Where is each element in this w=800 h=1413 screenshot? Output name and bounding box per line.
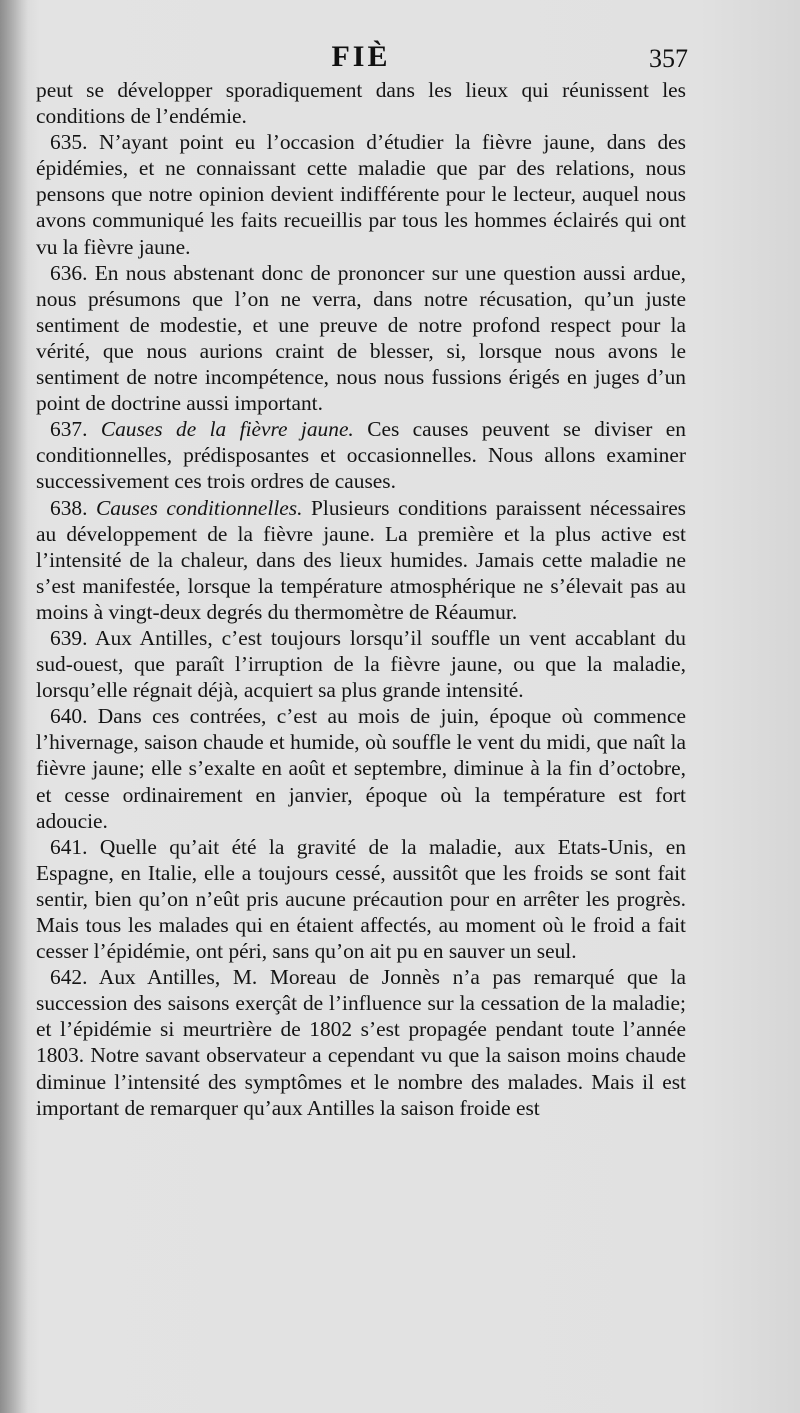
paragraph-continued [36,77,686,129]
running-head: FIÈ [331,40,391,73]
paragraph-641 [36,834,686,964]
paragraph-number: 641. [50,834,88,859]
paragraph-text: peut se développer sporadiquement dans les lieux qui réunissent les conditions de l’endémie. [36,78,686,129]
page-header [36,40,686,80]
paragraph-642 [36,964,686,1121]
paragraph-636 [36,260,686,417]
paragraph-638 [36,495,686,625]
paragraph-number: 638. [50,495,88,520]
paragraph-text: Dans ces contrées, c’est au mois de juin, époque où commence l’hivernage, saison chaude et humide, où souffle le vent du midi, que naît la fièvre jaune; elle s’exalte en août et septembre, diminue à la fin d’octobre, et cesse ordinairement en janvier, époque où la température est fort adoucie. [36,704,686,833]
page-body [36,77,686,1121]
binding-shadow [0,0,28,1413]
paragraph-text: Ces causes peuvent se diviser en conditionnelles, prédisposantes et occasionnelles. Nous allons examiner successivement ces trois ordres de causes. [36,417,686,494]
paragraph-640 [36,703,686,833]
paragraph-639 [36,625,686,703]
paragraph-number: 636. [50,260,88,285]
paragraph-number: 642. [50,965,88,990]
paragraph-heading: Causes conditionnelles. [96,495,303,520]
paragraph-text: Aux Antilles, M. Moreau de Jonnès n’a pas remarqué que la succession des saisons exerçât de l’influence sur la cessation de la maladie; et l’épidémie si meurtrière de 1802 s’est propagée pendant toute l’année 1803. Notre savant observateur a cependant vu que la saison moins chaude diminue l’intensité des symptômes et le nombre des malades. Mais il est important de remarquer qu’aux Antilles la saison froide est [36,965,686,1120]
paragraph-text: Quelle qu’ait été la gravité de la maladie, aux Etats-Unis, en Espagne, en Italie, elle a toujours cessé, aussitôt que les froids se sont fait sentir, bien qu’on n’eût pris aucune précaution pour en arrêter les progrès. Mais tous les malades qui en étaient affectés, au moment où le froid a fait cesser l’épidémie, ont péri, sans qu’on ait pu en sauver un seul. [36,834,686,964]
page-number: 357 [649,44,688,73]
paragraph-number: 635. [50,130,88,155]
paragraph-text: En nous abstenant donc de prononcer sur une question aussi ardue, nous présumons que l’on ne verra, dans notre récusation, qu’un juste sentiment de modestie, et une preuve de notre profond respect pour la vérité, que nous aurions craint de blesser, si, lorsque nous avons le sentiment de notre incompétence, nous nous fussions érigés en juges d’un point de doctrine aussi important. [36,260,686,416]
paragraph-text: N’ayant point eu l’occasion d’étudier la fièvre jaune, dans des épidémies, et ne connaissant cette maladie que par des relations, nous pensons que notre opinion devient indifférente pour le lecteur, auquel nous avons communiqué les faits recueillis par tous les hommes éclairés qui ont vu la fièvre jaune. [36,130,686,259]
paragraph-number: 639. [50,625,88,650]
paragraph-number: 637. [50,417,88,442]
paragraph-number: 640. [50,704,88,729]
paragraph-heading: Causes de la fièvre jaune. [100,417,354,442]
paragraph-text: Plusieurs conditions paraissent nécessaires au développement de la fièvre jaune. La première et la plus active est l’intensité de la chaleur, dans des lieux humides. Jamais cette maladie ne s’est manifestée, lorsque la température atmosphérique ne s’élevait pas au moins à vingt-deux degrés du thermomètre de Réaumur. [36,495,687,624]
paragraph-635 [36,129,686,259]
paragraph-text: Aux Antilles, c’est toujours lorsqu’il souffle un vent accablant du sud-ouest, que paraît l’irruption de la fièvre jaune, ou que la maladie, lorsqu’elle régnait déjà, acquiert sa plus grande intensité. [36,625,686,703]
paragraph-637 [36,416,686,494]
